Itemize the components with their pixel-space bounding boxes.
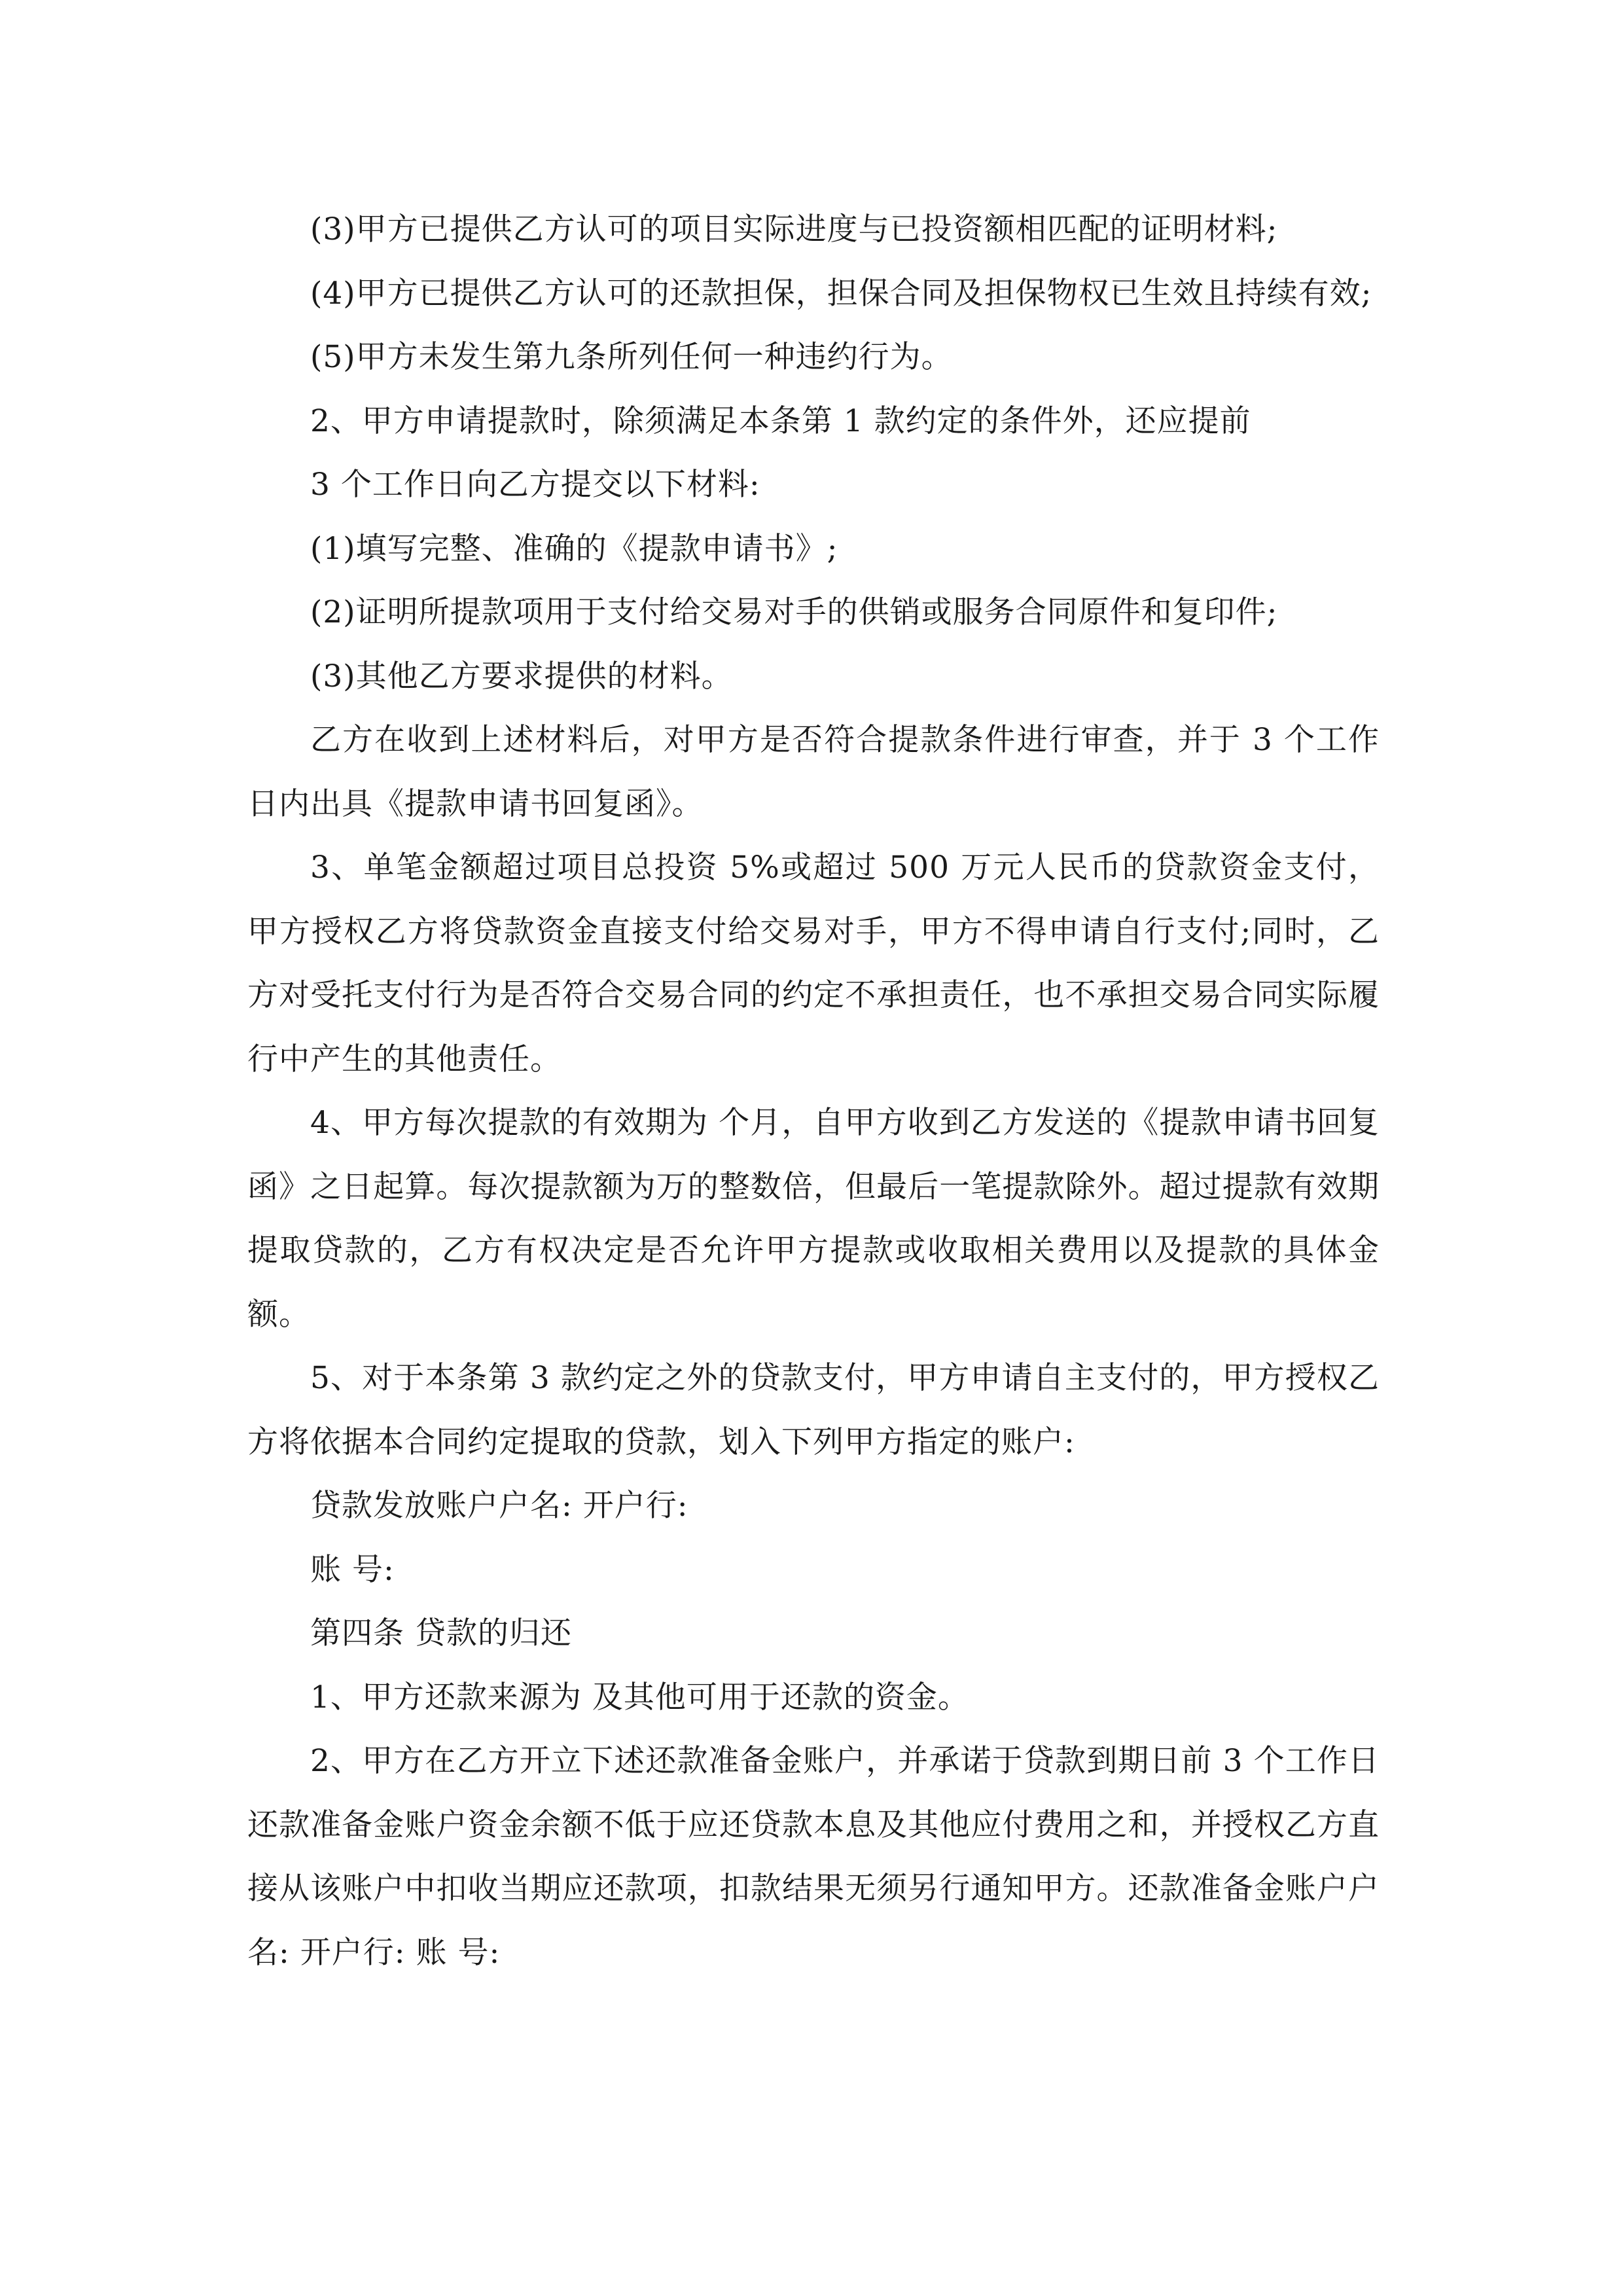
paragraph-account-number: 账 号: — [310, 1551, 395, 1588]
paragraph-review: 乙方在收到上述材料后，对甲方是否符合提款条件进行审查，并于 3 个工作日内出具《提款申请书回复函》。 — [247, 722, 1380, 822]
paragraph-item-3-2: (3)其他乙方要求提供的材料。 — [310, 658, 733, 694]
paragraph-item-2-2: (2)证明所提款项用于支付给交易对手的供销或服务合同原件和复印件; — [310, 594, 1278, 630]
paragraph-item-5-1: (5)甲方未发生第九条所列任何一种违约行为。 — [310, 339, 953, 375]
paragraph-item-1-2: (1)填写完整、准确的《提款申请书》; — [310, 530, 838, 567]
paragraph-account-name: 贷款发放账户户名: 开户行: — [310, 1488, 688, 1524]
document-body — [247, 198, 1380, 1984]
paragraph-clause-2: 2、甲方申请提款时，除须满足本条第 1 款约定的条件外，还应提前 — [310, 403, 1251, 439]
paragraph-item-3-1: (3)甲方已提供乙方认可的项目实际进度与已投资额相匹配的证明材料; — [310, 211, 1278, 247]
paragraph-clause-5: 5、对于本条第 3 款约定之外的贷款支付，甲方申请自主支付的，甲方授权乙方将依据本合同约定提取的贷款，划入下列甲方指定的账户: — [247, 1360, 1380, 1460]
paragraph-item-4-1: (4)甲方已提供乙方认可的还款担保，担保合同及担保物权已生效且持续有效; — [310, 275, 1372, 312]
paragraph-clause-3: 3、单笔金额超过项目总投资 5%或超过 500 万元人民币的贷款资金支付，甲方授权乙方将贷款资金直接支付给交易对手，甲方不得申请自行支付;同时，乙方对受托支付行为是否符合交易合同的约定不承担责任，也不承担交易合同实际履行中产生的其他责任。 — [247, 850, 1380, 1077]
section-heading-article-4: 第四条 贷款的归还 — [310, 1615, 572, 1651]
paragraph-repayment-2: 2、甲方在乙方开立下述还款准备金账户，并承诺于贷款到期日前 3 个工作日还款准备金账户资金余额不低于应还贷款本息及其他应付费用之和，并授权乙方直接从该账户中扣收当期应还款项，扣款结果无须另行通知甲方。还款准备金账户户名: 开户行: 账 号: — [247, 1743, 1380, 1971]
paragraph-clause-2-cont: 3 个工作日向乙方提交以下材料: — [310, 467, 760, 503]
paragraph-repayment-1: 1、甲方还款来源为 及其他可用于还款的资金。 — [310, 1679, 969, 1715]
paragraph-clause-4: 4、甲方每次提款的有效期为 个月，自甲方收到乙方发送的《提款申请书回复函》之日起算。每次提款额为万的整数倍，但最后一笔提款除外。超过提款有效期提取贷款的，乙方有权决定是否允许甲方提款或收取相关费用以及提款的具体金额。 — [247, 1105, 1380, 1333]
